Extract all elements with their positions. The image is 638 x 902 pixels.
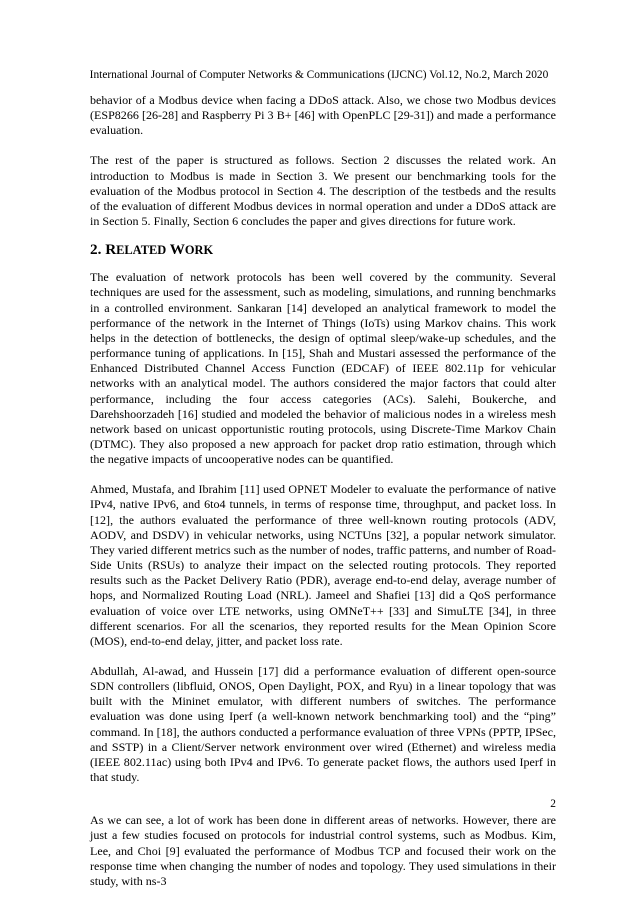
section-title-word2-initial: W bbox=[169, 241, 185, 259]
section-number: 2. bbox=[90, 241, 102, 259]
body-column bbox=[90, 93, 556, 889]
running-header: International Journal of Computer Networks & Communications (IJCNC) Vol.12, No.2, March 2020 bbox=[89, 69, 549, 81]
section-title-word1-initial: R bbox=[105, 241, 117, 259]
paragraph-paper-structure: The rest of the paper is structured as follows. Section 2 discusses the related work. An introduction to Modbus is made in Section 3. We present our benchmarking tools for the evaluation of the Modbus protocol in Section 4. The description of the testbeds and the results of the evaluation of different Modbus devices in normal operation and under a DDoS attack are in Section 5. Finally, Section 6 concludes the paper and gives directions for future work. bbox=[90, 153, 556, 229]
section-heading-related-work bbox=[90, 241, 556, 259]
paragraph-related-modeling: The evaluation of network protocols has been well covered by the community. Several techniques are used for the assessment, such as modeling, simulations, and running benchmarks in a controlled environment. Sankaran [14] developed an analytical framework to model the performance of the network in the Internet of Things (IoTs) using Markov chains. This work helps in the detection of bottlenecks, the design of optimal sleep/wake-up schedules, and the performance tuning of applications. In [15], Shah and Mustari assessed the performance of the Enhanced Distributed Channel Access Function (EDCAF) of IEEE 802.11p for vehicular networks with an analytical model. The authors considered the major factors that could alter performance, including the four access categories (ACs). Salehi, Boukerche, and Darehshoorzadeh [16] studied and modeled the behavior of malicious nodes in a wireless mesh network based on unicast opportunistic routing protocols, using Discrete-Time Markov Chain (DTMC). They also proposed a new approach for packet drop ratio estimation, through which the negative impacts of uncooperative nodes can be quantified. bbox=[90, 270, 556, 467]
paragraph-intro-continuation: behavior of a Modbus device when facing a DDoS attack. Also, we chose two Modbus devices (ESP8266 [26-28] and Raspberry Pi 3 B+ [46] with OpenPLC [29-31]) and made a performance evaluation. bbox=[90, 93, 556, 138]
paragraph-related-simulation: Ahmed, Mustafa, and Ibrahim [11] used OPNET Modeler to evaluate the performance of native IPv4, native IPv6, and 6to4 tunnels, in terms of response time, throughput, and packet loss. In [12], the authors evaluated the performance of three well-known routing protocols (ADV, AODV, and DSDV) in vehicular networks, using NCTUns [32], a popular network simulator. They varied different metrics such as the number of nodes, traffic patterns, and number of Road-Side Units (RSUs) to analyze their impact on the selected routing protocols. They reported results such as the Packet Delivery Ratio (PDR), average end-to-end delay, average number of hops, and Normalized Routing Load (NRL). Jameel and Shafiei [13] did a QoS performance evaluation of voice over LTE networks, using OMNeT++ [33] and SimuLTE [34], in three different scenarios. For all the scenarios, they reported results for the Mean Opinion Score (MOS), end-to-end delay, jitter, and packet loss rate. bbox=[90, 482, 556, 648]
section-title-word2-rest: ORK bbox=[184, 243, 214, 258]
paragraph-related-benchmarking: Abdullah, Al-awad, and Hussein [17] did a performance evaluation of different open-source SDN controllers (libfluid, ONOS, Open Daylight, POX, and Ryu) in a linear topology that was built with the Mininet emulator, with different numbers of switches. The performance evaluation was done using Iperf (a well-known network benchmarking tool) and the “ping” command. In [18], the authors conducted a performance evaluation of three VPNs (PPTP, IPSec, and SSTP) in a Client/Server network environment over wired (Ethernet) and wireless media (IEEE 802.11ac) using both IPv4 and IPv6. To generate packet flows, the authors used Iperf in that study. bbox=[90, 664, 556, 785]
paragraph-related-modbus: As we can see, a lot of work has been done in different areas of networks. However, there are just a few studies focused on protocols for industrial control systems, such as Modbus. Kim, Lee, and Choi [9] evaluated the performance of Modbus TCP and focused their work on the response time when changing the number of nodes and topology. They used simulations in their study, with ns-3 bbox=[90, 813, 556, 888]
section-title-word1-rest: ELATED bbox=[116, 243, 167, 258]
page-number: 2 bbox=[550, 798, 556, 810]
